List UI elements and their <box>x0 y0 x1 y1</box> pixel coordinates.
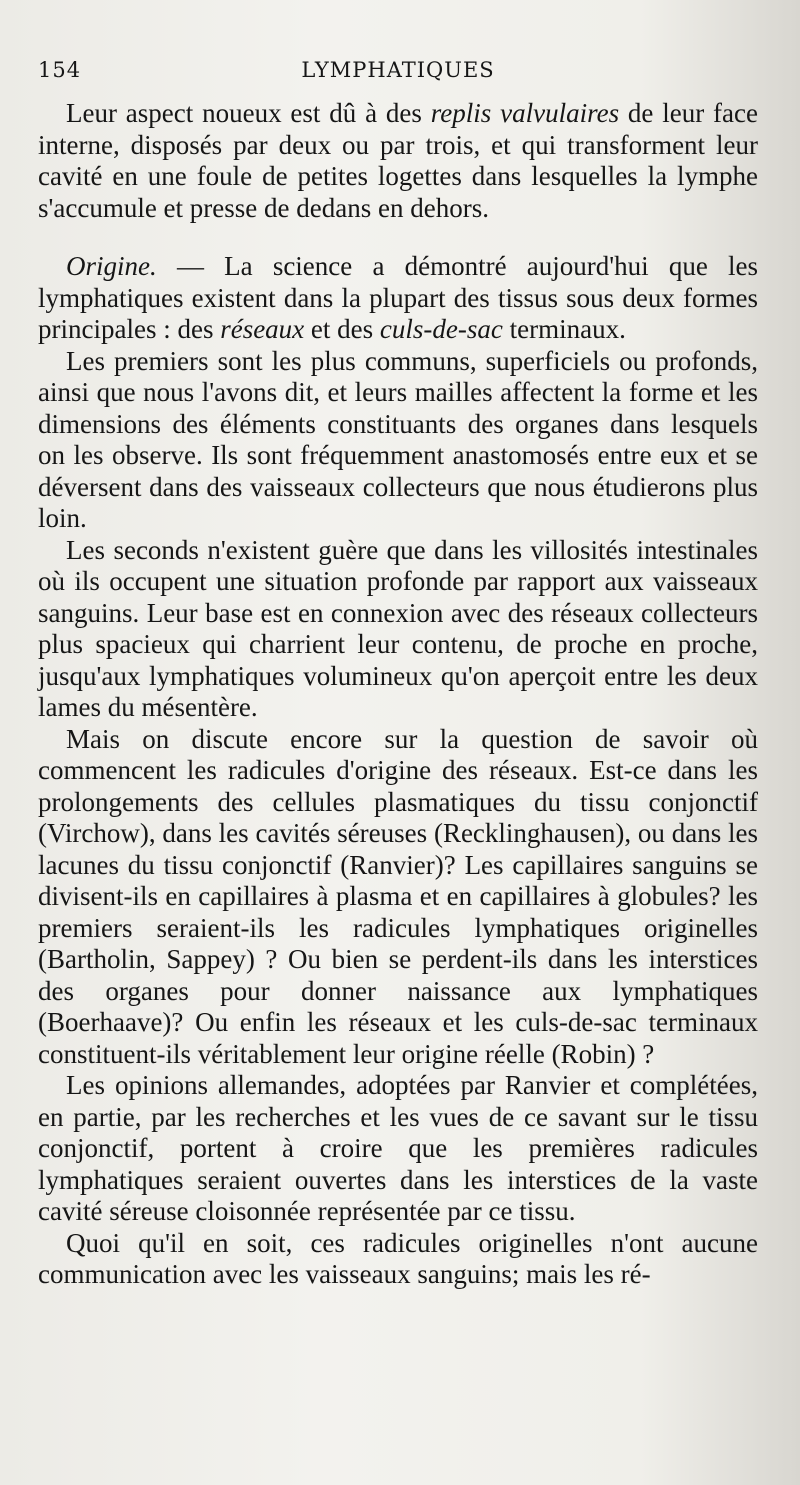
body-text <box>38 98 758 1291</box>
section-spacer <box>38 224 758 251</box>
text-segment: Leur aspect noueux est dû à des <box>66 98 431 128</box>
paragraph-conclusion <box>38 1228 758 1291</box>
running-title: LYMPHATIQUES <box>301 58 495 82</box>
text-segment: de leur face interne, disposés par deux ou par trois, et qui transforment leur cavité en une foule de petites logettes dans lesquelles la lymphe s'accumule et presse de dedans en dehors. <box>38 98 758 223</box>
running-head <box>38 58 758 98</box>
paragraph-valvular-folds <box>38 98 758 224</box>
emphasis-reseaux: réseaux <box>220 314 305 344</box>
page-number: 154 <box>38 58 82 82</box>
text-segment: Les opinions allemandes, adoptées par Ranvier et complétées, en partie, par les recherches et les vues de ce savant sur le tissu conjonctif, portent à croire que les premières radicules lymphatiques seraient ouvertes dans les interstices de la vaste cavité séreuse cloisonnée représentée par ce tissu. <box>38 1070 758 1226</box>
paragraph-seconds <box>38 535 758 724</box>
text-segment: Les premiers sont les plus communs, superficiels ou profonds, ainsi que nous l'avons dit, et leurs mailles affectent la forme et les dimensions des éléments constituants des organes dans lesquels on les observe. Ils sont fréquemment anastomosés entre eux et se déversent dans des vaisseaux collecteurs que nous étudierons plus loin. <box>38 345 758 533</box>
emphasis-replis-valvulaires: replis valvulaires <box>430 98 620 128</box>
text-segment: Quoi qu'il en soit, ces radicules originelles n'ont aucune communication avec les vaisseaux sanguins; mais les ré- <box>38 1227 758 1289</box>
text-segment: et des <box>304 314 380 344</box>
paragraph-premiers <box>38 346 758 535</box>
paragraph-discussion <box>38 724 758 1071</box>
text-segment: — La science a démontré aujourd'hui que les lymphatiques existent dans la plupart des tissus sous deux formes principales : des <box>38 251 758 344</box>
text-segment: terminaux. <box>502 314 626 344</box>
text-segment: Les seconds n'existent guère que dans les villosités intestinales où ils occupent une situation profonde par rapport aux vaisseaux sanguins. Leur base est en connexion avec des réseaux collecteurs plus spacieux qui charrient leur contenu, de proche en proche, jusqu'aux lymphatiques volumineux qu'on aperçoit entre les deux lames du mésentère. <box>38 534 758 722</box>
emphasis-culs-de-sac: culs-de-sac <box>379 314 503 344</box>
paragraph-opinions <box>38 1070 758 1228</box>
text-segment: Mais on discute encore sur la question de savoir où commencent les radicules d'origine des réseaux. Est-ce dans les prolongements des cellules plasmatiques du tissu conjonctif (Virchow), dans les cavités séreuses (Recklinghausen), ou dans les lacunes du tissu conjonctif (Ranvier)? Les capillaires sanguins se divisent-ils en capillaires à plasma et en capillaires à globules? les premiers seraient-ils les radicules lymphatiques originelles (Bartholin, Sappey) ? Ou bien se perdent-ils dans les interstices des organes pour donner naissance aux lymphatiques (Boerhaave)? Ou enfin les réseaux et les culs-de-sac terminaux constituent-ils véritablement leur origine réelle (Robin) ? <box>38 723 758 1069</box>
paragraph-origine <box>38 251 758 346</box>
section-heading-origine: Origine. <box>66 251 157 281</box>
